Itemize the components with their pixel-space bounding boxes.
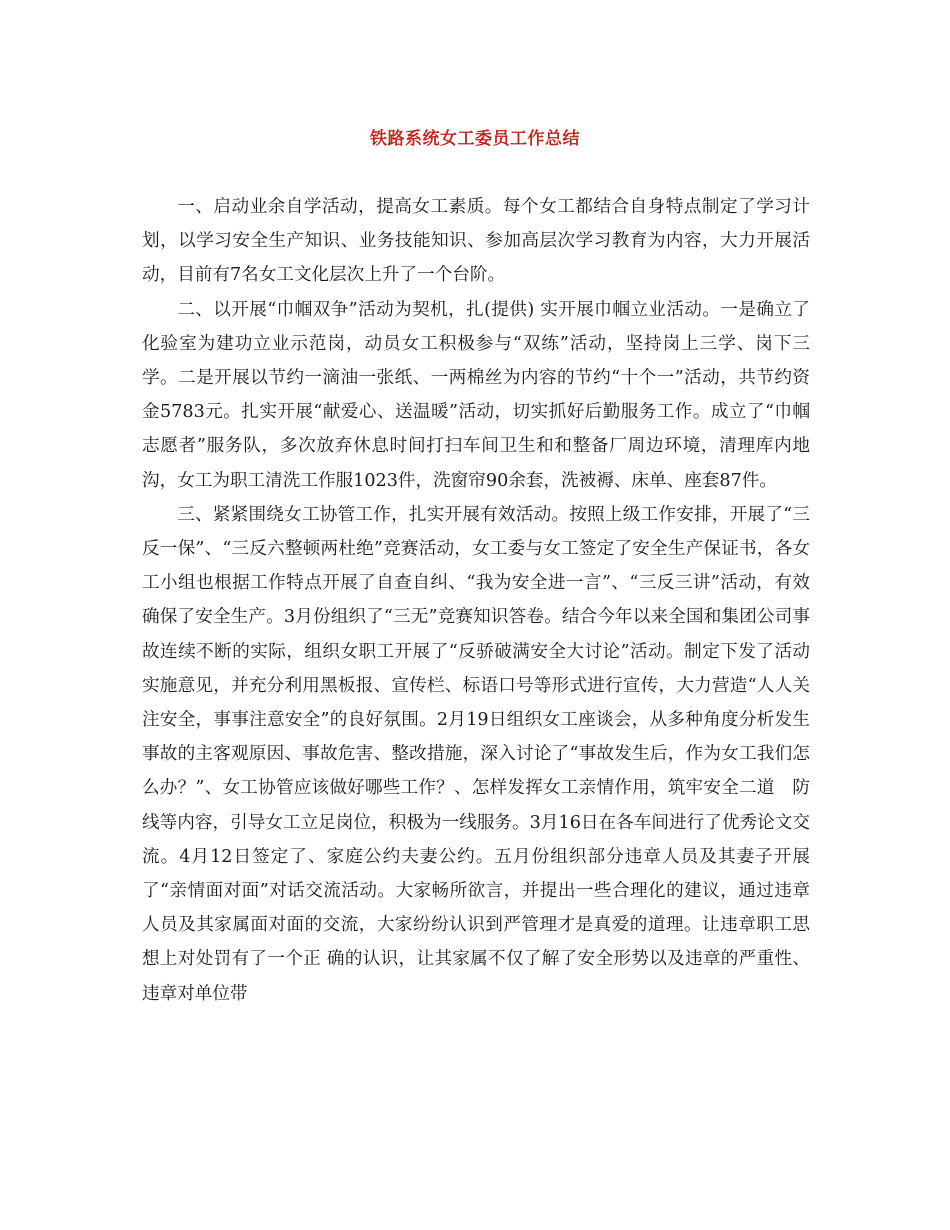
document-title: 铁路系统女工委员工作总结 — [370, 129, 580, 149]
paragraph-3: 三、紧紧围绕女工协管工作，扎实开展有效活动。按照上级工作安排，开展了“三反一保”、“三反六整顿两杜绝”竞赛活动，女工委与女工签定了安全生产保证书，各女工小组也根据工作特点开展了自查自纠、“我为安全进一言”、“三反三讲”活动，有效确保了安全生产。3月份组织了“三无”竞赛知识答卷。结合今年以来全国和集团公司事故连续不断的实际，组织女职工开展了“反骄破满安全大讨论”活动。制定下发了活动实施意见，并充分利用黑板报、宣传栏、标语口号等形式进行宣传，大力营造“人人关注安全，事事注意安全”的良好氛围。2月19日组织女工座谈会，从多种角度分析发生事故的主客观原因、事故危害、整改措施，深入讨论了“事故发生后，作为女工我们怎么办？”、女工协管应该做好哪些工作？、怎样发挥女工亲情作用，筑牢安全二道 防线等内容，引导女工立足岗位，积极为一线服务。3月16日在各车间进行了优秀论文交流。4月12日签定了、家庭公约夫妻公约。五月份组织部分违章人员及其妻子开展了“亲情面对面”对话交流活动。大家畅所欲言，并提出一些合理化的建议，通过违章人员及其家属面对面的交流，大家纷纷认识到严管理才是真爱的道理。让违章职工思想上对处罚有了一个正 确的认识，让其家属不仅了解了安全形势以及违章的严重性、违章对单位带 — [142, 504, 810, 1004]
paragraph-1: 一、启动业余自学活动，提高女工素质。每个女工都结合自身特点制定了学习计划，以学习安全生产知识、业务技能知识、参加高层次学习教育为内容，大力开展活动，目前有7名女工文化层次上升了一个台阶。 — [142, 197, 810, 286]
paragraph-2: 二、以开展“巾帼双争”活动为契机，扎(提供) 实开展巾帼立业活动。一是确立了化验室为建功立业示范岗，动员女工积极参与“双练”活动，坚持岗上三学、岗下三学。二是开展以节约一滴油一张纸、一两棉丝为内容的节约“十个一”活动，共节约资金5783元。扎实开展“献爱心、送温暖”活动，切实抓好后勤服务工作。成立了“巾帼志愿者”服务队，多次放弃休息时间打扫车间卫生和和整备厂周边环境，清理库内地沟，女工为职工清洗工作服1023件，洗窗帘90余套，洗被褥、床单、座套87件。 — [142, 299, 810, 491]
document-body — [142, 190, 810, 1011]
